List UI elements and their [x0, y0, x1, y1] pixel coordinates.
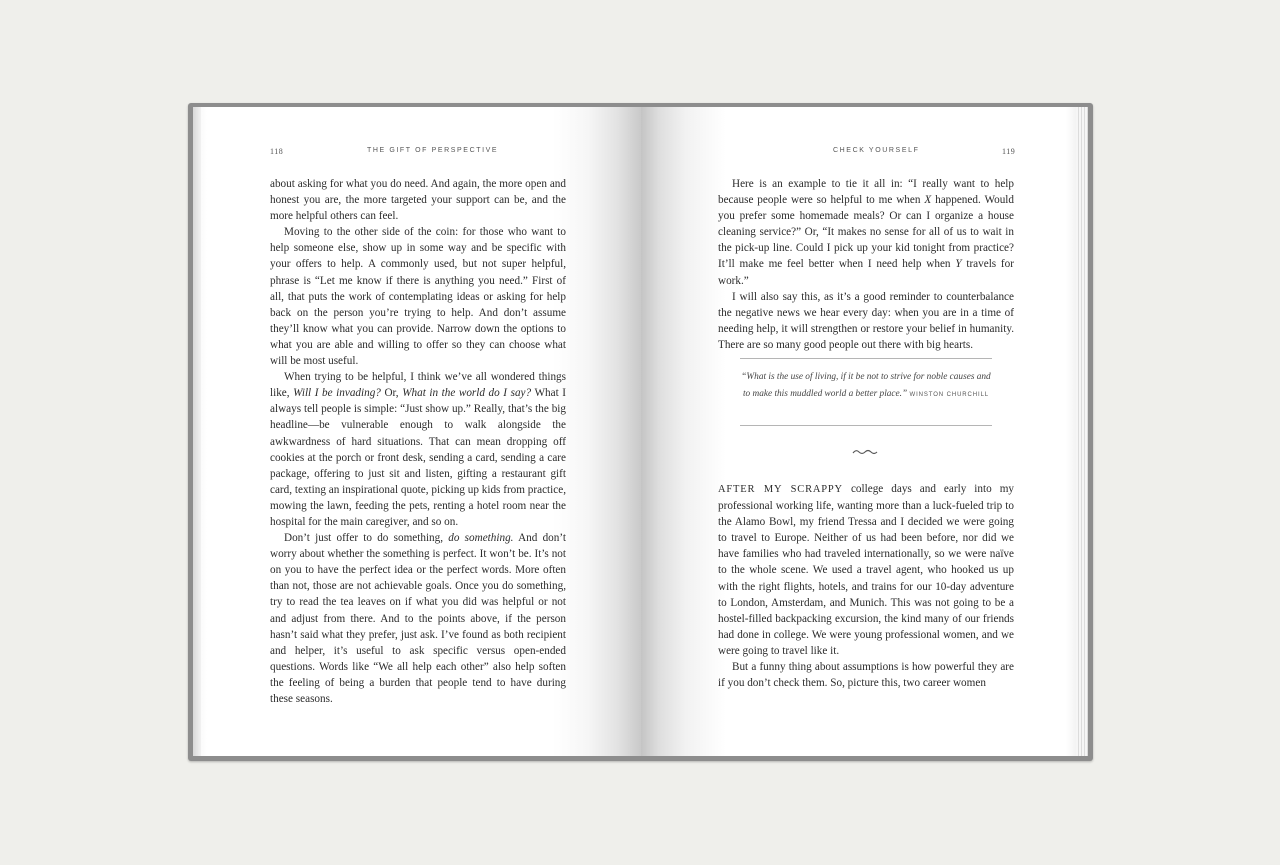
quote-rule-bottom [740, 425, 992, 426]
paragraph: I will also say this, as it’s a good reminder to counterbalance the negative news we hear every day: when you are in a time of needing help, it will strengthen or restore your belief in humanity. There are so many good people out there with big hearts. [718, 290, 1014, 351]
paragraph: Moving to the other side of the coin: for those who want to help someone else, show up in some way and be specific with your offers to help. A commonly used, but not super helpful, phrase is “Let me know if there is anything you need.” First of all, that puts the work of contemplating ideas or asking for help back on the person you’re trying to help. And don’t assume they’ll know what you can provide. Narrow down the options to what you are able and willing to offer so they can choose what will be most useful. [270, 226, 566, 368]
paragraph: about asking for what you do need. And again, the more open and honest you are, the more targeted your support can be, and the more helpful others can feel. [270, 178, 566, 223]
quote-rule-top [740, 358, 992, 359]
quote-text: “What is the use of living, if it be not to strive for noble causes and to make this muddled world a better place.” [741, 372, 991, 399]
section-lead-in: AFTER MY SCRAPPY [718, 484, 843, 495]
paragraph: AFTER MY SCRAPPY college days and early into my professional working life, wanting more than a luck-fueled trip to the Alamo Bowl, my friend Tressa and I decided we were going to travel to Europe. Neither of us had been before, nor did we have families who had traveled internationally, so we were naïve to the whole scene. We used a travel agent, who hooked us up with the right flights, hotels, and trains for our 10-day adventure to London, Amsterdam, and Munich. This was not going to be a hostel-filled backpacking excursion, the kind many of our friends had done in college. We were young professional women, and we were going to travel like it. [718, 483, 1014, 657]
pull-quote [740, 369, 992, 404]
paragraph: Don’t just offer to do something, do something. And don’t worry about whether the something is perfect. It won’t be. It’s not on you to have the perfect idea or the perfect words. More often than not, those are not achievable goals. Once you do something, try to read the tea leaves on if what you did was helpful or not and adjust from there. And to the points above, if the person hasn’t said what they prefer, just ask. I’ve found as both recipient and helper, it’s useful to ask specific versus open-ended questions. Words like “We all help each other” also help soften the feeling of being a burden that people tend to have during these seasons. [270, 532, 566, 705]
right-body-text-lower [718, 481, 1014, 691]
left-body-text [270, 176, 566, 707]
left-page-number: 118 [270, 147, 284, 156]
right-body-text-upper [718, 176, 1014, 353]
right-running-head: CHECK YOURSELF [833, 147, 920, 154]
right-page-edges [1076, 107, 1088, 756]
quote-attribution: WINSTON CHURCHILL [909, 392, 990, 398]
paragraph: When trying to be helpful, I think we’ve all wondered things like, Will I be invading? Or, What in the world do I say? What I always tell people is simple: “Just show up.” Really, that’s the big headline—be vulnerable enough to walk alongside the awkwardness of hard situations. That can mean dropping off cookies at the porch or front desk, sending a card, sending a care package, offering to just sit and listen, gifting a restaurant gift card, texting an inspirational quote, picking up kids from practice, mowing the lawn, feeding the pets, renting a hotel room near the hospital for the main caregiver, and so on. [270, 371, 566, 528]
right-page-number: 119 [1002, 147, 1016, 156]
paragraph: But a funny thing about assumptions is how powerful they are if you don’t check them. So, picture this, two career women [718, 661, 1014, 690]
left-running-head: THE GIFT OF PERSPECTIVE [367, 147, 499, 154]
left-page-edge [193, 107, 201, 756]
wave-ornament-icon [851, 447, 881, 457]
paragraph: Here is an example to tie it all in: “I really want to help because people were so helpful to me when X happened. Would you prefer some homemade meals? Or can I organize a house cleaning service?” Or, “It makes no sense for all of us to wait in the pick-up line. Could I pick up your kid tonight from practice? It’ll make me feel better when I need help when Y travels for work.” [718, 178, 1015, 287]
